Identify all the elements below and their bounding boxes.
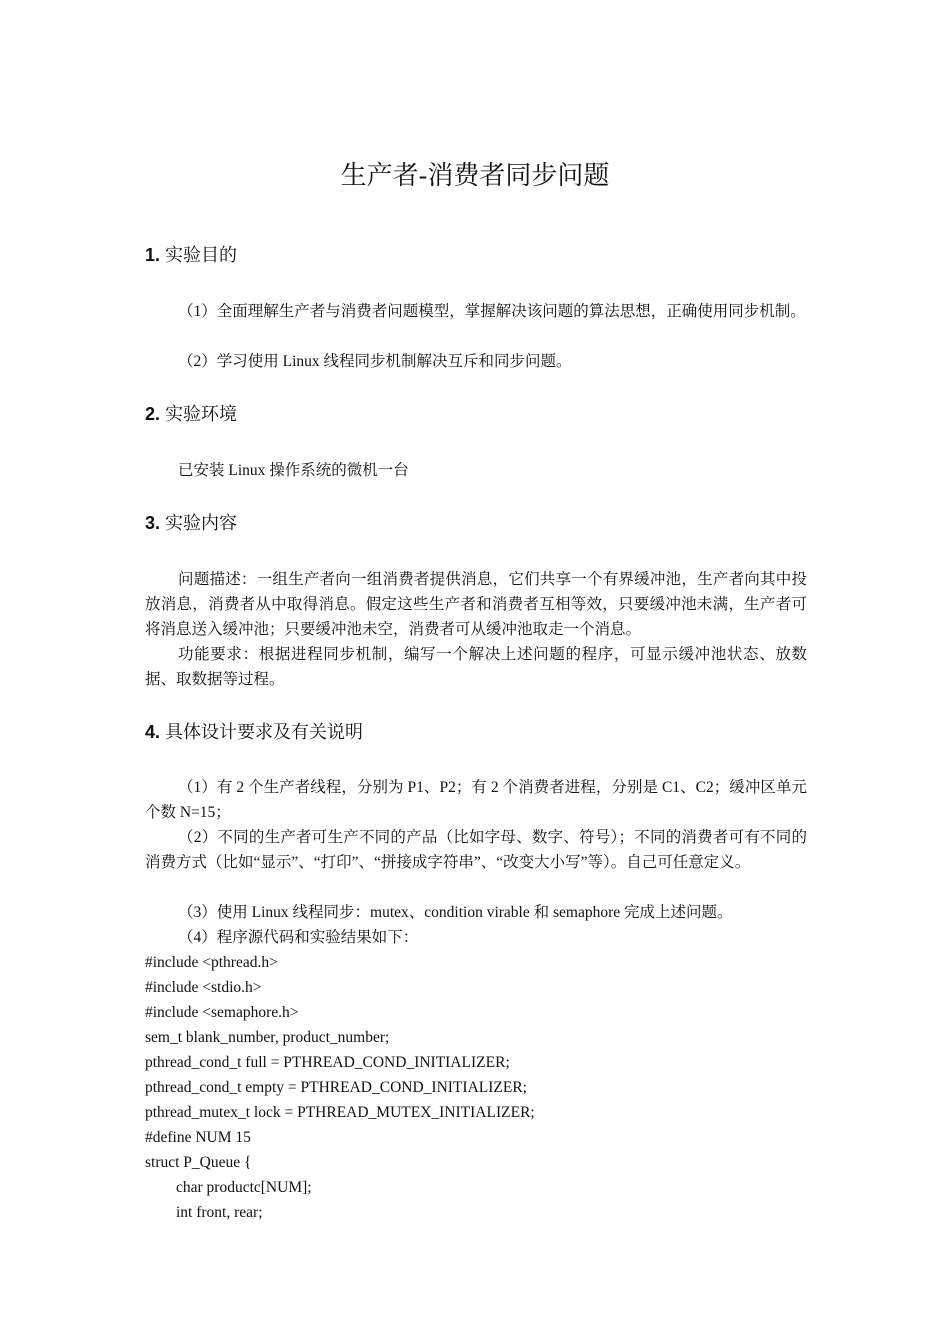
code-line: pthread_cond_t full = PTHREAD_COND_INITIALIZER; — [145, 1054, 510, 1071]
code-line: struct P_Queue { — [145, 1154, 252, 1171]
code-line: #include <stdio.h> — [145, 979, 262, 996]
code-line: pthread_mutex_t lock = PTHREAD_MUTEX_INITIALIZER; — [145, 1104, 535, 1121]
paragraph: （2）不同的生产者可生产不同的产品（比如字母、数字、符号）；不同的消费者可有不同的消费方式（比如“显示”、“打印”、“拼接成字符串”、“改变大小写”等）。自己可任意定义。 — [145, 829, 807, 871]
code-line: char productc[NUM]; — [145, 1179, 312, 1196]
section-number: 1. — [145, 245, 161, 265]
code-line: int front, rear; — [145, 1204, 263, 1221]
section-title: 实验环境 — [165, 404, 238, 424]
code-line: #include <semaphore.h> — [145, 1004, 299, 1021]
paragraph: （3）使用 Linux 线程同步：mutex、condition virable 和 semaphore 完成上述问题。 — [178, 904, 733, 921]
section-heading-3 — [145, 511, 237, 535]
paragraph: （1）全面理解生产者与消费者问题模型，掌握解决该问题的算法思想，正确使用同步机制。 — [178, 303, 806, 320]
paragraph: （1）有 2 个生产者线程，分别为 P1、P2；有 2 个消费者进程，分别是 C1、C2；缓冲区单元个数 N=15； — [145, 779, 807, 821]
section-heading-4 — [145, 720, 363, 744]
paragraph: （2）学习使用 Linux 线程同步机制解决互斥和同步问题。 — [178, 353, 572, 370]
paragraph: 功能要求：根据进程同步机制，编写一个解决上述问题的程序，可显示缓冲池状态、放数据、取数据等过程。 — [145, 646, 807, 688]
code-line: #define NUM 15 — [145, 1129, 251, 1146]
section-title: 实验内容 — [165, 513, 238, 533]
paragraph: 已安装 Linux 操作系统的微机一台 — [178, 462, 409, 479]
section-heading-1 — [145, 243, 237, 267]
section-number: 2. — [145, 404, 161, 424]
paragraph: 问题描述：一组生产者向一组消费者提供消息，它们共享一个有界缓冲池，生产者向其中投放消息，消费者从中取得消息。假定这些生产者和消费者互相等效，只要缓冲池未满，生产者可将消息送入缓冲池；只要缓冲池未空，消费者可从缓冲池取走一个消息。 — [145, 571, 807, 638]
section-heading-2 — [145, 402, 237, 426]
code-listing — [145, 950, 807, 1225]
code-line: sem_t blank_number, product_number; — [145, 1029, 390, 1046]
paragraph: （4）程序源代码和实验结果如下： — [178, 929, 419, 946]
section-title: 具体设计要求及有关说明 — [165, 722, 364, 742]
section-number: 4. — [145, 722, 161, 742]
code-line: pthread_cond_t empty = PTHREAD_COND_INITIALIZER; — [145, 1079, 527, 1096]
section-number: 3. — [145, 513, 161, 533]
page-title: 生产者-消费者同步问题 — [340, 161, 610, 190]
section-title: 实验目的 — [165, 245, 238, 265]
code-line: #include <pthread.h> — [145, 954, 278, 971]
